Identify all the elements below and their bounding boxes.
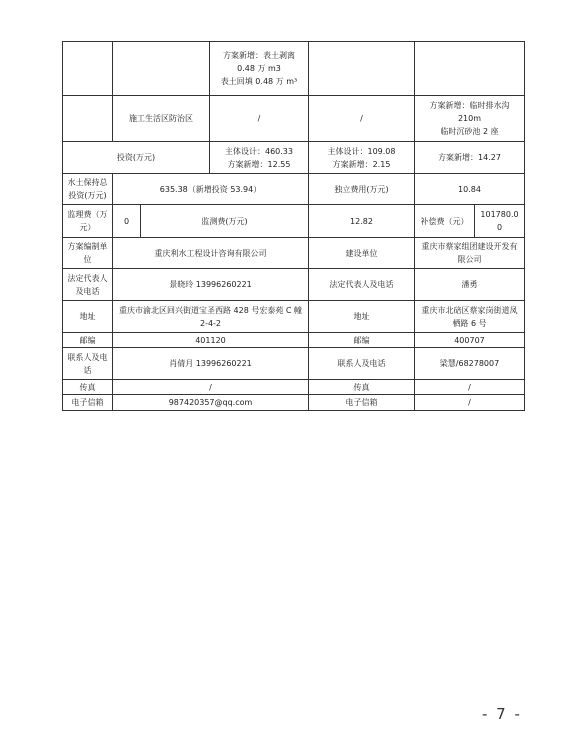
row-label: 施工生活区防治区 — [113, 96, 210, 142]
table-cell: 重庆市北碚区蔡家岗街道凤栖路 6 号 — [415, 301, 525, 333]
cell-blank — [63, 42, 113, 96]
cell-blank — [309, 42, 415, 96]
table-cell: / — [210, 96, 309, 142]
row-label: 监理费（万元） — [63, 205, 113, 238]
row-label: 独立费用(万元) — [309, 174, 415, 205]
cell-blank — [113, 42, 210, 96]
cell-blank — [63, 96, 113, 142]
row-label: 地址 — [63, 301, 113, 333]
table-cell: 401120 — [113, 333, 309, 348]
table-cell: 肖倩月 13996260221 — [113, 348, 309, 380]
table-cell: 梁慧/68278007 — [415, 348, 525, 380]
table-cell: 潘勇 — [415, 269, 525, 301]
table-cell: 重庆市渝北区回兴街道宝圣西路 428 号宏泰苑 C 幢 2-4-2 — [113, 301, 309, 333]
table-cell: 12.82 — [309, 205, 415, 238]
row-label: 邮编 — [309, 333, 415, 348]
table-cell: 景晓玲 13996260221 — [113, 269, 309, 301]
row-label: 邮编 — [63, 333, 113, 348]
table-cell: 重庆利水工程设计咨询有限公司 — [113, 238, 309, 269]
page-number: - 7 - — [482, 705, 522, 723]
row-label: 法定代表人及电话 — [309, 269, 415, 301]
table-cell: 主体设计：109.08 方案新增：2.15 — [309, 142, 415, 174]
table-cell: 635.38（新增投资 53.94） — [113, 174, 309, 205]
table-cell: 主体设计：460.33 方案新增：12.55 — [210, 142, 309, 174]
row-label: 投资(万元) — [63, 142, 210, 174]
row-label: 建设单位 — [309, 238, 415, 269]
table-cell: 方案新增：14.27 — [415, 142, 525, 174]
table-cell: / — [415, 380, 525, 395]
table-cell: 987420357@qq.com — [113, 395, 309, 411]
row-label: 联系人及电话 — [309, 348, 415, 380]
row-label: 传真 — [63, 380, 113, 395]
row-label: 监测费(万元) — [141, 205, 309, 238]
row-label: 水土保持总投资(万元) — [63, 174, 113, 205]
cell-blank — [415, 42, 525, 96]
table-cell: 方案新增：临时排水沟 210m 临时沉砂池 2 座 — [415, 96, 525, 142]
row-label: 电子信箱 — [63, 395, 113, 411]
row-label: 传真 — [309, 380, 415, 395]
table-cell: 10.84 — [415, 174, 525, 205]
row-label: 联系人及电话 — [63, 348, 113, 380]
row-label: 地址 — [309, 301, 415, 333]
table-cell: 重庆市蔡家组团建设开发有限公司 — [415, 238, 525, 269]
row-label: 电子信箱 — [309, 395, 415, 411]
table-cell: 方案新增：表土剥离 0.48 万 m3 表土回填 0.48 万 m³ — [210, 42, 309, 96]
table-cell: / — [415, 395, 525, 411]
table-cell: 400707 — [415, 333, 525, 348]
table-cell: 101780.00 — [475, 205, 525, 238]
table-cell: 0 — [113, 205, 141, 238]
project-info-table — [62, 41, 525, 411]
table-cell: / — [309, 96, 415, 142]
table-cell: / — [113, 380, 309, 395]
row-label: 法定代表人及电话 — [63, 269, 113, 301]
row-label: 方案编制单位 — [63, 238, 113, 269]
row-label: 补偿费（元） — [415, 205, 475, 238]
